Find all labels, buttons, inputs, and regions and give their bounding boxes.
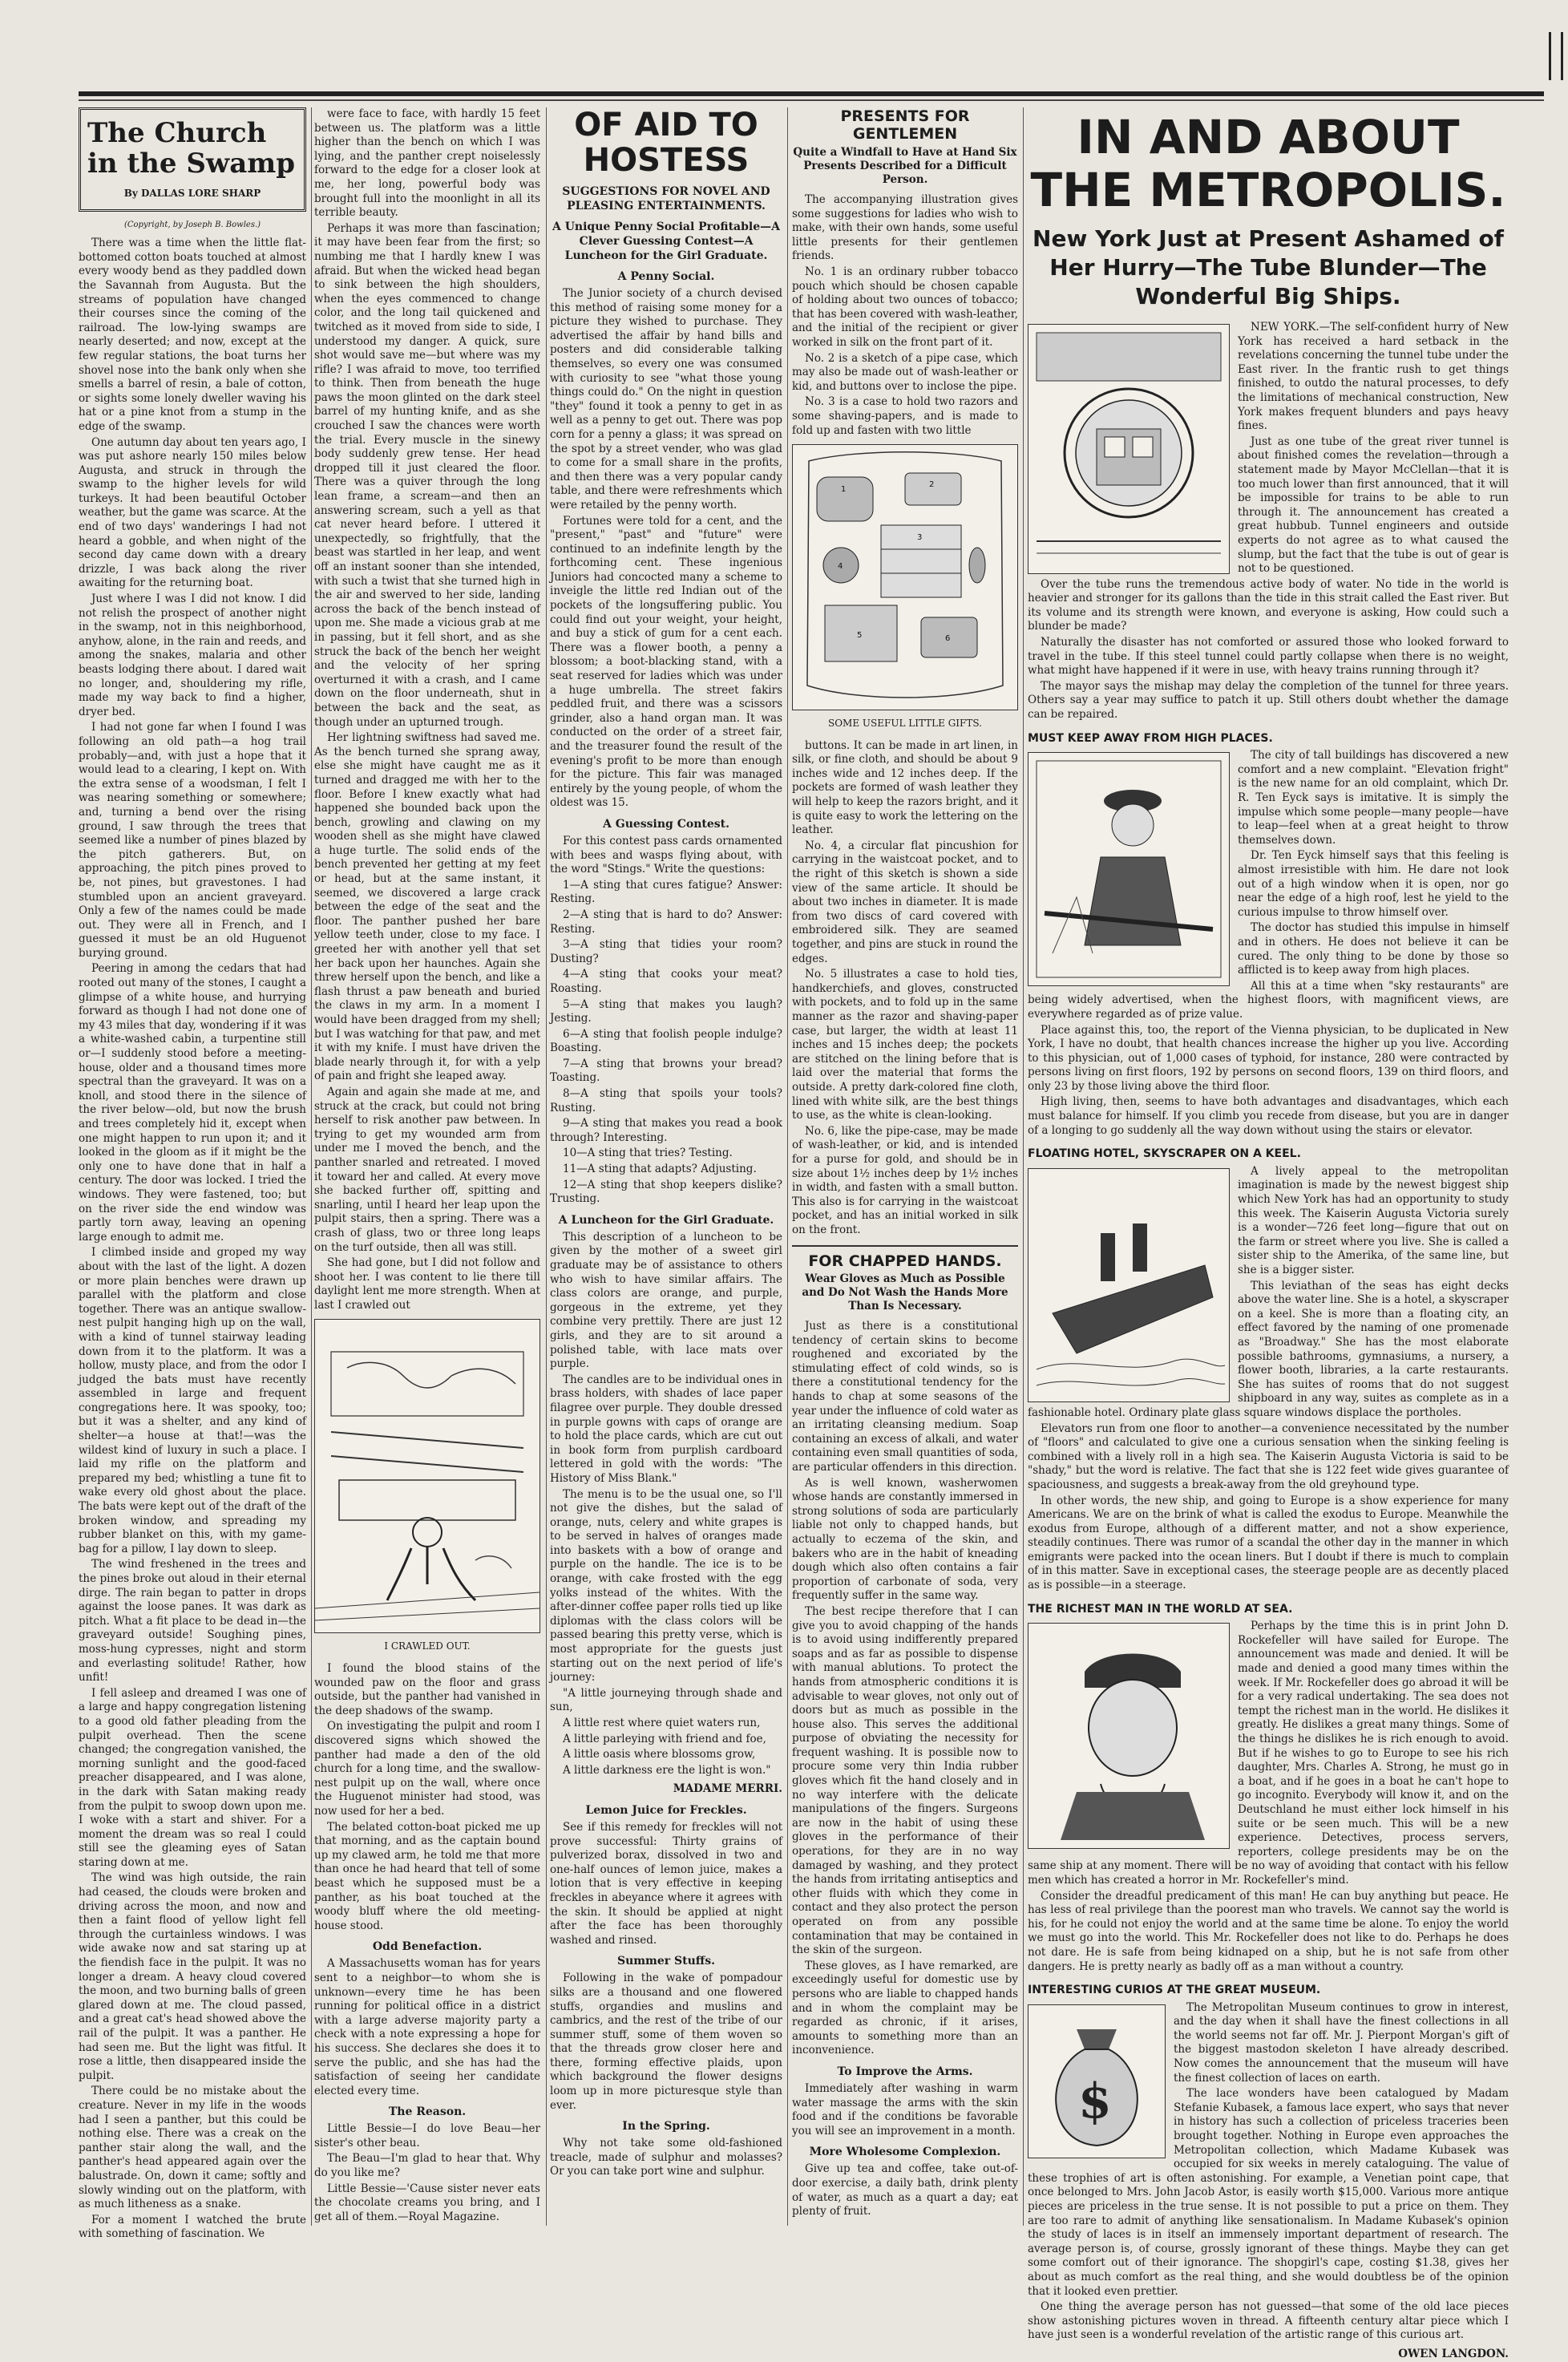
tunnel-illustration <box>1028 324 1230 574</box>
paragraph: Fortunes were told for a cent, and the "present," "past" and "future" were continued to an indefinite length by the forthcoming cent. These ingenious Juniors had concocted many a scheme to inveigle the little red Indian out of the pockets of the longsuffering public. You could find out your weight, your height, and buy a stick of gum for a cent each. There was a flower booth, a penny a blossom; a boot-blacking stand, with a seat reserved for ladies which was under a huge umbrella. The street fakirs peddled fruit, and there was a scissors grinder, also a hand organ man. It was conducted on the order of a street fair, and the treasurer found the result of the evening's profit to be more than enough for the picture. This fair was managed entirely by the young people, of whom the oldest was 15. <box>550 514 782 810</box>
paragraph: Immediately after washing in warm water massage the arms with the skin food and if the conditions be favorable you will see an improvement in a month. <box>792 2081 1018 2138</box>
section-heading: A Luncheon for the Girl Graduate. <box>558 1213 774 1227</box>
list-item: 3—A sting that tidies your room? Dusting? <box>550 938 782 965</box>
gifts-drawing <box>793 445 1017 710</box>
paragraph: Dr. Ten Eyck himself says that this feeling is almost irresistible with him. He dare not look out of a high window when it is open, nor go near the edge of a high roof, lest he yield to the curious impulse to throw himself over. <box>1238 849 1509 919</box>
article-subhead: SUGGESTIONS FOR NOVEL AND PLEASING ENTERTAINMENTS. <box>562 185 770 212</box>
paragraph: Give up tea and coffee, take out-of-door exercise, a daily bath, drink plenty of water, as much as a quart a day; eat plenty of fruit. <box>792 2162 1018 2218</box>
paragraph: Little Bessie—I do love Beau—her sister's other beau. <box>314 2122 540 2150</box>
page-edge-mark <box>1549 32 1563 80</box>
paragraph: Why not take some old-fashioned treacle, made of sulphur and molasses? Or you can take port wine and sulphur. <box>550 2137 782 2178</box>
high-places-illustration <box>1028 752 1230 986</box>
section-heading: More Wholesome Complexion. <box>809 2146 1001 2159</box>
section-heading: THE RICHEST MAN IN THE WORLD AT SEA. <box>1028 1602 1293 1616</box>
ocean-liner-drawing <box>1028 1169 1229 1401</box>
paragraph: This leviathan of the seas has eight decks above the water line. She is a hotel, a skyscraper on a keel. She is more than a floating city, an effect favored by the naming of one promenade as "Broadway." She has the most elaborate possible bathrooms, gymnasiums, a nursery, a flower booth, libraries, a la carte restaurants. She has suites of rooms that do not suggest shipboard in any way, suites as complete as in a fashionable hotel. Ordinary plate glass square windows displace the portholes. <box>1028 1279 1509 1419</box>
top-rule <box>79 91 1544 96</box>
section-heading: INTERESTING CURIOS AT THE GREAT MUSEUM. <box>1028 1984 1321 1997</box>
author-signature: MADAME MERRI. <box>673 1782 782 1796</box>
paragraph: The candles are to be individual ones in brass holders, with shades of lace paper filagree over purple. They double dressed in purple gowns with caps of orange are to hold the place cards, which are cut out in book form from purplish cardboard lettered in gold with the words: "The History of Miss Blank." <box>550 1373 782 1485</box>
paragraph: No. 1 is an ordinary rubber tobacco pouch which should be chosen capable of holding about two ounces of tobacco; that has been covered with wash-leather, and the initial of the recipient or giver worked in silk on the front part of it. <box>792 265 1018 349</box>
paragraph: Her lightning swiftness had saved me. As the bench turned she sprang away, else she might have caught me as it turned and dragged me with her to the floor. Before I knew exactly what had happened she bounded back upon the bench, growling and clawing on my wooden shell as she might have clawed a huge turtle. The solid ends of the bench prevented her getting at my feet or head, but at the same instant, it seemed, we discovered a large crack between the edge of the seat and the floor. The panther pushed her bare yellow teeth under, close to my face. I greeted her with another yell that set her back upon her haunches. Again she threw herself upon the bench, and like a flash thrust a paw beneath and buried the claws in my arm. In a moment I would have been dragged from my shell; but I was watching for that paw, and met it with my knife. I must have driven the blade nearly through it, for with a yelp of pain and fright she leaped away. <box>314 731 540 1083</box>
column-church-story <box>79 107 306 2241</box>
column-presents <box>792 107 1018 2226</box>
money-bag-icon <box>1028 2005 1165 2158</box>
paragraph: The lace wonders have been catalogued by Madam Stefanie Kubasek, a famous lace expert, who says that never in history has such a collection of priceless traceries been brought together. Nothing in Europe even approaches the Metropolitan collection, which Madame Kubasek was occupied for six weeks in merely cataloguing. The value of these trophies of art is often astonishing. For example, a Venetian point cape, that once belonged to Mrs. John Jacob Astor, is easily worth $15,000. Various more antique pieces are priceless in the true sense. It is not possible to put a price on them. They are too rare to admit of anything like sensationalism. In Madame Kubasek's opinion the study of laces is in itself an immensely important department of research. The average person is, of course, grossly ignorant of these things. Maybe they can get some comfort out of their ignorance. The shopgirl's cape, costing $1.38, gives her about as much comfort as the real thing, and she would doubtless be of the opinion that it looked even prettier. <box>1028 2087 1509 2298</box>
story-title-line1: The Church <box>87 117 267 149</box>
column-church-story-cont <box>314 107 540 2226</box>
list-item: 12—A sting that shop keepers dislike? Trusting. <box>550 1178 782 1206</box>
paragraph: No. 4, a circular flat pincushion for carrying in the waistcoat pocket, and to the right of this sketch is shown a side view of the same article. It should be about two inches in diameter. It is made from two discs of card covered with embroidered silk. They are seamed together, and pins are stuck in round the edges. <box>792 839 1018 965</box>
list-item: 1—A sting that cures fatigue? Answer: Resting. <box>550 878 782 906</box>
verse-line: A little rest where quiet waters run, <box>563 1717 761 1729</box>
gifts-illustration <box>792 444 1018 710</box>
paragraph: Just where I was I did not know. I did not relish the prospect of another night in the swamp, not in this neighborhood, anyhow, alone, in the rain and reeds, and among the snakes, malaria and other beasts lodging there about. I dared wait no longer, and, shouldering my rifle, made my way back to find a higher, dryer bed. <box>79 593 306 718</box>
article-subhead: Quite a Windfall to Have at Hand Six Presents Described for a Difficult Person. <box>793 146 1017 186</box>
paragraph: The accompanying illustration gives some suggestions for ladies who wish to make, with their own hands, some useful little presents for their gentlemen friends. <box>792 193 1018 263</box>
paragraph: Just as there is a constitutional tendency of certain skins to become roughened and excoriated by the stimulating effect of cold winds, so is there a constitutional tendency for the hands to chap at some seasons of the year under the influence of cold water as an irritating cleansing medium. Soap containing an excess of alkali, and water containing even small quantities of soda, are particular offenders in this direction. <box>792 1320 1018 1474</box>
copyright-line: (Copyright, by Joseph B. Bowles.) <box>123 220 261 229</box>
svg-text:5: 5 <box>857 631 863 641</box>
section-heading: MUST KEEP AWAY FROM HIGH PLACES. <box>1028 731 1273 745</box>
column-divider <box>311 107 312 2226</box>
section-heading: Lemon Juice for Freckles. <box>585 1803 747 1817</box>
article-subhead: New York Just at Present Ashamed of Her Hurry—The Tube Blunder—The Wonderful Big Ships. <box>1033 225 1504 309</box>
section-heading: Summer Stuffs. <box>616 1955 716 1968</box>
section-heading: In the Spring. <box>622 2120 710 2133</box>
article-headline: PRESENTS FOR GENTLEMEN <box>840 107 970 143</box>
article-headline: IN AND ABOUT THE METROPOLIS. <box>1030 110 1506 217</box>
column-divider <box>546 107 547 2226</box>
author-signature: OWEN LANGDON. <box>1398 2347 1509 2360</box>
story-title-line2: in the Swamp <box>87 148 295 180</box>
paragraph: One thing the average person has not guessed—that some of the old lace pieces show astonishing pictures woven in thread. A fifteenth century altar piece which I have just seen is a wonderful revelation of the artistic range of this curious art. <box>1028 2300 1509 2342</box>
article-deck: A Unique Penny Social Profitable—A Clever Guessing Contest—A Luncheon for the Girl Graduate. <box>552 220 780 262</box>
svg-text:4: 4 <box>838 562 843 572</box>
panther-illustration <box>314 1319 540 1633</box>
paragraph: I had not gone far when I found I was following an old path—a hog trail probably—and, with just a hope that it would lead to a clearing, I kept on. With the extra sense of a woodsman, I felt I was nearing something or somewhere; and, turning a bend over the rising ground, I saw through the trees that seemed like a number of pines blazed by the pitch gatherers. But, on approaching, the pitch pines proved to be, not pines, but gravestones. I had stumbled upon an ancient graveyard. Only a few of the names could be made out. They were all in French, and I guessed it must be an old Huguenot burying ground. <box>79 721 306 960</box>
verse-line: A little parleying with friend and foe, <box>563 1732 766 1745</box>
ship-illustration <box>1028 1168 1230 1402</box>
section-heading: A Guessing Contest. <box>603 817 729 831</box>
rockefeller-illustration <box>1028 1623 1230 1849</box>
paragraph: The belated cotton-boat picked me up that morning, and as the captain bound up my clawed arm, he told me that more than once he had heard that tell of some beast which he supposed must be a panther, as his boat touched at the woody bluff where the old meeting-house stood. <box>314 1820 540 1932</box>
list-item: 7—A sting that browns your bread? Toasting. <box>550 1057 782 1085</box>
paragraph: The Junior society of a church devised this method of raising some money for a picture they wished to purchase. They advertised the affair by hand bills and posters and did considerable talking themselves, so every one was consumed with curiosity to see "what those young things could do." On the night in question "they" found it took a penny to get in as well as a penny to get out. There was pop corn for a penny a glass; it was spread on the spot by a street vender, who was glad to come for a small share in the profits, and then there was a very popular candy table, and there were refreshments which were retailed by the penny worth. <box>550 287 782 512</box>
paragraph: No. 6, like the pipe-case, may be made of wash-leather, or kid, and is intended for a purse for gold, and should be in size about 1½ inches deep by 1½ inches in width, and fasten with a small button. This also is for carrying in the waistcoat pocket, and has an initial worked in silk on the front. <box>792 1124 1018 1236</box>
paragraph: Perhaps it was more than fascination; it may have been fear from the first; so numbing me that I hardly knew I was afraid. But when the wicked head began to sink between the high shoulders, when the eyes commenced to change color, and the long tail quickened and twitched as it moved from side to side, I understood my danger. A quick, sure shot would save me—but where was my rifle? I was afraid to move, too terrified to think. Then from beneath the huge paws the moon glinted on the dark steel barrel of my hunting knife, and as she crouched I saw the chances were worth the trial. Every muscle in the sinewy body suddenly grew tense. Her head dropped till it just cleared the floor. There was a quiver through the long lean frame, a scream—and then an answering scream, such a yell as that cat never heard before. I uttered it unexpectedly, so frightfully, that the beast was startled in her leap, and went off an instant sooner than she intended, with such a twist that she turned high in the air and swerved to her side, landing across the back of the bench instead of upon me. She made a vicious grab at me in passing, but it fell short, and as she struck the back of the bench her weight and the velocity of her spring overturned it with a crash, and I came down on the floor underneath, shut in between the back and the seat, as though under an upturned trough. <box>314 221 540 729</box>
verse-line: A little oasis where blossoms grow, <box>563 1748 756 1761</box>
paragraph: The Beau—I'm glad to hear that. Why do you like me? <box>314 2152 540 2180</box>
paragraph: For this contest pass cards ornamented with bees and wasps flying about, with the word "Stings." Write the questions: <box>550 834 782 876</box>
story-title-box <box>79 107 306 212</box>
paragraph: No. 2 is a sketch of a pipe case, which may also be made out of wash-leather or kid, and buttons over to inclose the pipe. <box>792 351 1018 393</box>
tunnel-drawing <box>1028 325 1229 573</box>
paragraph: Following in the wake of pompadour silks are a thousand and one flowered stuffs, organdies and muslins and cambrics, and the rest of the tribe of our summer stuff, some of them woven so that the threads grow closer here and there, forming effective plaids, upon which background the flower designs loom up in more picturesque style than ever. <box>550 1972 782 2112</box>
article-headline: FOR CHAPPED HANDS. <box>808 1252 1002 1271</box>
paragraph: Again and again she made at me, and struck at the crack, but could not bring herself to risk another paw between. In trying to get my wounded arm from under me I moved the bench, and the panther snarled and retreated. I moved it toward her and called. At every move she backed further off, spitting and snarling, until I heard her leap upon the pulpit stairs, then a spring. There was a crash of glass, two or three long leaps on the turf outside, then all was still. <box>314 1085 540 1254</box>
paragraph: The wind was high outside, the rain had ceased, the clouds were broken and driving across the moon, and now and then a faint flood of yellow light fell through the curtainless windows. I was wide awake now and sat staring up at the fiendish face in the pulpit. It was no longer a dream. A heavy cloud covered the moon, and two burning balls of green glared down at me. The cloud passed, and a great cat's head showed above the rail of the pulpit. It was a panther. He had seen me. But the light was fitful. It rose a little, then disappeared inside the pulpit. <box>79 1871 306 2082</box>
paragraph: A Massachusetts woman has for years sent to a neighbor—to whom she is unknown—every time he has been running for political office in a district with a large adverse majority party a check with a note expressing a hope for his success. She declares she does it to serve the public, and she has had the satisfaction of seeing her candidate elected every time. <box>314 1957 540 2097</box>
paragraph: were face to face, with hardly 15 feet between us. The platform was a little higher than the bench on which I was lying, and the panther crept noiselessly forward to the edge for a closer look at me, her long, powerful body was brought full into the moonlight in all its terrible beauty. <box>314 107 540 220</box>
paragraph: NEW YORK.—The self-confident hurry of New York has received a hard setback in the revelations concerning the tunnel tube under the East river. In the frantic rush to get things finished, to outdo the natural processes, to defy the limitations of mechanical construction, New York makes frequent blunders and pays heavy fines. <box>1238 321 1509 433</box>
paragraph: The doctor has studied this impulse in himself and in others. He does not believe it can be cured. The only thing to be done by those so afflicted is to keep away from high places. <box>1238 921 1509 977</box>
article-headline: OF AID TO HOSTESS <box>574 107 758 179</box>
paragraph: The wind freshened in the trees and the pines broke out aloud in their eternal dirge. The rain began to patter in drops against the loose panes. It was dark as pitch. What a fit place to be dead in—the graveyard outside! Soughing pines, moss-hung cypresses, night and storm and everlasting solitude! Rather, how unfit! <box>79 1558 306 1685</box>
article-subhead: Wear Gloves as Much as Possible and Do Not Wash the Hands More Than Is Necessary. <box>802 1272 1008 1313</box>
paragraph: Peering in among the cedars that had rooted out many of the stones, I caught a glimpse of a white house, and hurrying forward as though I had not done one of my 43 miles that day, wondering if it was a white-washed cabin, a turpentine still or—I suddenly stood before a meeting-house, older and a thousand times more spectral than the graveyard. It was on a knoll, and stood there in the silence of the river below—old, but now the brush and trees completely hid it, except when one might happen to run upon it; and it looked in the gloom as if it might be the only one to have done that in half a century. The door was locked. I tried the windows. They were fastened, too; but on the river side the end window was partly torn away, leaving an opening large enough to admit me. <box>79 962 306 1244</box>
paragraph: Place against this, too, the report of the Vienna physician, to be duplicated in New York, I have no doubt, that health chances increase the higher up you live. According to this physician, out of 1,000 cases of typhoid, for instance, 280 were contracted by persons living on first floors, 192 by persons on second floors, 139 on third floors, and only 23 by those living above the third floor. <box>1028 1023 1509 1093</box>
paragraph: The menu is to be the usual one, so I'll not give the dishes, but the salad of orange, nuts, celery and white grapes is to be served in halves of oranges made into baskets with a bow of orange and purple on the handle. The ice is to be orange, with cake frosted with the egg yolks instead of the whites. With the after-dinner coffee paper rolls tied up like diplomas with the class colors will be passed bearing this pretty verse, which is most appropriate for the guests just starting out on the next period of life's journey: <box>550 1487 782 1685</box>
svg-text:2: 2 <box>929 480 935 490</box>
paragraph: In other words, the new ship, and going to Europe is a show experience for many Americans. We are on the brink of what is called the exodus to Europe. Meanwhile the exodus from Europe, although of a different matter, and not a show experience, steadily continues. There was rumor of a scandal the other day in the manner in which emigrants were packed into the ocean liners. But I doubt if there is much to complain of in this matter. Save in exceptional cases, the steerage people are as decently placed as is possible—in a steerage. <box>1028 1494 1509 1592</box>
paragraph: The city of tall buildings has discovered a new comfort and a new complaint. "Elevation fright" is the new name for an old complaint, which Dr. R. Ten Eyck says is imitative. It is simply the impulse which some people—many people—have to leap—feel when at a great height to throw themselves down. <box>1238 749 1509 847</box>
paragraph: Perhaps by the time this is in print John D. Rockefeller will have sailed for Europe. The announcement was made and denied. It will be made and denied a good many times within the week. If Mr. Rockefeller does go abroad it will be for a very radical undertaking. The sea does not tempt the richest man in the world. He dislikes it greatly. He dislikes a great many things. Some of the things he dislikes he is rich enough to avoid. But if he wishes to go to Europe to see his rich daughter, Mrs. Charles A. Strong, he must go in a boat, and if he goes in a boat he can't hope to go incognito. Everybody will know it, and on the Deutschland he must either lock himself in his suite or be seen much. This will be a new experience. Detectives, process servers, reporters, college presidents may be on the same ship at any moment. There will be no way of avoiding that contact with his fellow men which has created a horror in Mr. Rockefeller's mind. <box>1028 1620 1509 1887</box>
list-item: 9—A sting that makes you read a book through? Interesting. <box>550 1117 782 1144</box>
paragraph: No. 3 is a case to hold two razors and some shaving-papers, and is made to fold up and fasten with two little <box>792 395 1018 437</box>
paragraph: Naturally the disaster has not comforted or assured those who looked forward to travel in the tube. If this steel tunnel could partly collapse when there is no weight, what might have happened if it were in use, with heavy trains running through it? <box>1028 636 1509 677</box>
panther-crawl-drawing <box>315 1320 540 1632</box>
illustration-caption: I CRAWLED OUT. <box>384 1640 471 1652</box>
paragraph: I fell asleep and dreamed I was one of a large and happy congregation listening to a good old father pleading from the pulpit overhead. Then the scene changed; the congregation vanished, the morning sunlight and the good-faced preacher disappeared, and I was alone, in the dark with Satan making ready from the pulpit to swoop down upon me. I woke with a start and shiver. For a moment the dream was so real I could still see the gleaming eyes of Satan staring down at me. <box>79 1686 306 1869</box>
list-item: 10—A sting that tries? Testing. <box>563 1147 733 1160</box>
paragraph: She had gone, but I did not follow and shoot her. I was content to lie there till daylight lent me more strength. When at last I crawled out <box>314 1256 540 1312</box>
section-heading: To Improve the Arms. <box>837 2065 973 2078</box>
svg-text:$: $ <box>1078 2073 1112 2129</box>
section-heading: FLOATING HOTEL, SKYSCRAPER ON A KEEL. <box>1028 1147 1301 1161</box>
paragraph: Consider the dreadful predicament of this man! He can buy anything but peace. He has less of real privilege than the poorest man who travels. We cannot say the world is his, for he could not enjoy the world and at the same time be alone. To enjoy the world we must go into the world. This Mr. Rockefeller does not like to do. Perhaps he does not dare. He is safe from being kidnaped on a ship, but he is not safe from other dangers. He is pretty nearly as badly off as a man without a country. <box>1028 1889 1509 1973</box>
list-item: 2—A sting that is hard to do? Answer: Resting. <box>550 908 782 936</box>
paragraph: There could be no mistake about the creature. Never in my life in the woods had I seen a panther, but this could be nothing else. There was a creak on the panther stair along the wall, and the panther's head appeared again over the balustrade. On, down it came; softly and slowly winding out on the platform, with as much litheness as a snake. <box>79 2085 306 2211</box>
verse-line: "A little journeying through shade and sun, <box>550 1686 782 1714</box>
paragraph: All this at a time when "sky restaurants" are being widely advertised, when the highest floors, with magnificent views, are everywhere regarded as of prize value. <box>1028 979 1509 1021</box>
top-rule-thin <box>79 99 1544 101</box>
paragraph: The mayor says the mishap may delay the completion of the tunnel for three years. Others say a year may suffice to patch it up. Still others doubt whether the damage can be repaired. <box>1028 679 1509 722</box>
paragraph: buttons. It can be made in art linen, in silk, or fine cloth, and should be about 9 inches wide and 12 inches deep. If the pockets are formed of wash leather they will help to keep the razors bright, and it is quite easy to work the lettering on the leather. <box>792 738 1018 837</box>
paragraph: As is well known, washerwomen whose hands are constantly immersed in strong solutions of soda are particularly liable not only to chapped hands, but actually to eczema of the skin, and bakers who are in the habit of kneading dough which also often contains a fair proportion of carbonate of soda, very frequently suffer in the same way. <box>792 1476 1018 1603</box>
paragraph: A lively appeal to the metropolitan imagination is made by the newest biggest ship which New York has had an opportunity to study this week. The Kaiserin Augusta Victoria surely is a wonder—726 feet long—figure that out on the farm or street where you live. She is called a sister ship to the Amerika, of the same line, but she is a bigger sister. <box>1238 1164 1509 1276</box>
list-item: 11—A sting that adapts? Adjusting. <box>563 1163 757 1176</box>
verse-line: A little darkness ere the light is won." <box>563 1763 771 1777</box>
paragraph: On investigating the pulpit and room I discovered signs which showed the panther had made a den of the old church for a long time, and the swallow-nest pulpit up on the wall, where once the Huguenot minister had stood, was now used for her a bed. <box>314 1720 540 1818</box>
paragraph: Over the tube runs the tremendous active body of water. No tide in the world is heavier and stronger for its gallons than the tide in this strait called the East river. But its volume and its strength were known, and everyone is asking, How could such a blunder be made? <box>1028 577 1509 633</box>
paragraph: I climbed inside and groped my way about with the last of the light. A dozen or more plain benches were drawn up parallel with the platform and close together. There was an antique swallow-nest pulpit hanging high up on the wall, with a kind of tunnel stairway leading down from it to the platform. It was a hollow, musty place, and from the odor I judged the bats must have recently assembled in large and frequent congregations here. It was spooky, too; but it was a shelter, and any kind of shelter—a house at that!—was the wildest kind of luxury in such a place. I laid my rifle on the platform and prepared my bed; whistling a tune fit to wake every old ghost about the place. The bats were kept out of the draft of the broken window, and spreading my rubber blanket on this, with my game-bag for a pillow, I lay down to sleep. <box>79 1246 306 1555</box>
column-metropolis <box>1028 107 1509 2360</box>
paragraph: One autumn day about ten years ago, I was put ashore nearly 150 miles below Augusta, and struck in through the swamp to the higher levels for wild turkeys. It had been beautiful October weather, but the game was scarce. At the end of two days' wanderings I had not heard a gobble, and when night of the second day came down with a dreary drizzle, I was back along the river awaiting for the returning boat. <box>79 435 306 590</box>
money-bag-illustration <box>1028 2004 1166 2158</box>
list-item: 4—A sting that cooks your meat? Roasting. <box>550 968 782 995</box>
paragraph: For a moment I watched the brute with something of fascination. We <box>79 2213 306 2241</box>
paragraph: Little Bessie—'Cause sister never eats the chocolate creams you bring, and I get all of them.—Royal Magazine. <box>314 2182 540 2223</box>
paragraph: These gloves, as I have remarked, are exceedingly useful for domestic use by persons who are liable to chapped hands and in whom the complaint may be regarded as chronic, if it arises, amounts to something more than an inconvenience. <box>792 1959 1018 2057</box>
svg-text:3: 3 <box>917 533 923 543</box>
paragraph: See if this remedy for freckles will not prove successful: Thirty grains of pulverized borax, dissolved in two and one-half ounces of lemon juice, makes a lotion that is very effective in keeping freckles in abeyance where it agrees with the skin. It should be applied at night after the face has been thoroughly washed and rinsed. <box>550 1820 782 1947</box>
section-heading: Odd Benefaction. <box>372 1940 483 1954</box>
section-divider <box>792 1245 1018 1247</box>
column-hostess <box>550 107 782 2226</box>
illustration-caption: SOME USEFUL LITTLE GIFTS. <box>828 718 982 730</box>
section-heading: The Reason. <box>388 2105 467 2119</box>
paragraph: I found the blood stains of the wounded paw on the floor and grass outside, but the panther had vanished in the deep shadows of the swamp. <box>314 1662 540 1717</box>
list-item: 8—A sting that spoils your tools? Rusting. <box>550 1087 782 1114</box>
paragraph: This description of a luncheon to be given by the mother of a sweet girl graduate may be of assistance to others who wish to have similar affairs. The class colors are orange, and purple, gorgeous in the extreme, yet they combine very prettily. There are just 12 girls, and they are to sit around a polished table, with lace mats over purple. <box>550 1230 782 1371</box>
man-at-window-drawing <box>1028 753 1229 985</box>
list-item: 5—A sting that makes you laugh? Jesting. <box>550 997 782 1025</box>
portrait-drawing <box>1028 1624 1229 1848</box>
paragraph: The best recipe therefore that I can give you to avoid chapping of the hands is to avoid using indifferently prepared soaps and as far as possible to dispense with manual ablutions. To protect the hands from atmospheric conditions it is advisable to wear gloves, not only out of doors but as much as possible in the house also. This serves the additional purpose of obviating the necessity for frequent washing. It is possible now to procure some very thin India rubber gloves which fit the hand closely and in no way interfere with the delicate manipulations of the fingers. Surgeons are now in the habit of using these gloves in the performance of their operations, for they are in no way damaged by washing, and they protect the hands from irritating antiseptics and other fluids with which they come in contact and they also protect the person operated on from any possible contamination that may be contained in the skin of the surgeon. <box>792 1604 1018 1957</box>
paragraph: No. 5 illustrates a case to hold ties, handkerchiefs, and gloves, constructed with pockets, and to fold up in the same manner as the razor and shaving-paper case, but larger, the width at least 11 inches and 15 inches deep; the pockets are stitched on the lining before that is laid over the material that forms the outside. A pretty dark-colored fine cloth, lined with white silk, are the best things to use, as the white is clean-looking. <box>792 968 1018 1122</box>
paragraph: The Metropolitan Museum continues to grow in interest, and the day when it shall have the finest collections in all the world seems not far off. Mr. J. Pierpont Morgan's gift of the biggest mastodon skeleton I have already described. Now comes the announcement that the museum will have the finest collection of laces on earth. <box>1174 2000 1509 2085</box>
paragraph: Elevators run from one floor to another—a convenience necessitated by the number of "floors" and calculated to give one a curious sensation when the sinking feeling is combined with a lively roll in a high sea. The Kaiserin Augusta Victoria is said to be "shady," but the word is relative. The fact that she is 122 feet wide gives guarantee of spaciousness, and suggests a break-away from the old greyhound type. <box>1028 1422 1509 1491</box>
byline: By DALLAS LORE SHARP <box>123 188 261 199</box>
column-divider <box>1023 107 1024 2226</box>
paragraph: Just as one tube of the great river tunnel is about finished comes the revelation—through a statement made by Mayor McClellan—that it is too much lower than first announced, that it will be impossible for trains to be able to run through it. The announcement has created a great hubbub. Tunnel engineers and outside experts do not agree as to what caused the slump, but the fact that the tube is out of gear is not to be questioned. <box>1238 435 1509 576</box>
paragraph: High living, then, seems to have both advantages and disadvantages, which each must balance for himself. If you climb you recede from disease, but you are in danger of a longing to go suddenly all the way down without using the stairs or elevator. <box>1028 1095 1509 1137</box>
list-item: 6—A sting that foolish people indulge? Boasting. <box>550 1027 782 1055</box>
svg-text:6: 6 <box>945 634 951 644</box>
svg-text:1: 1 <box>841 485 847 495</box>
column-divider <box>787 107 788 2226</box>
paragraph: There was a time when the little flat-bottomed cotton boats touched at almost every woody bend as they paddled down the Savannah from Augusta. But the streams of population have changed their courses since the coming of the railroad. The low-lying swamps are nearly deserted; and now, except at the few regular stations, the boat turns her shovel nose into the bank only when she smells a barrel of resin, a bale of cotton, or sights some lonely dweller waving his hat or a pine knot from a stump in the edge of the swamp. <box>79 237 306 433</box>
section-heading: A Penny Social. <box>617 270 715 283</box>
